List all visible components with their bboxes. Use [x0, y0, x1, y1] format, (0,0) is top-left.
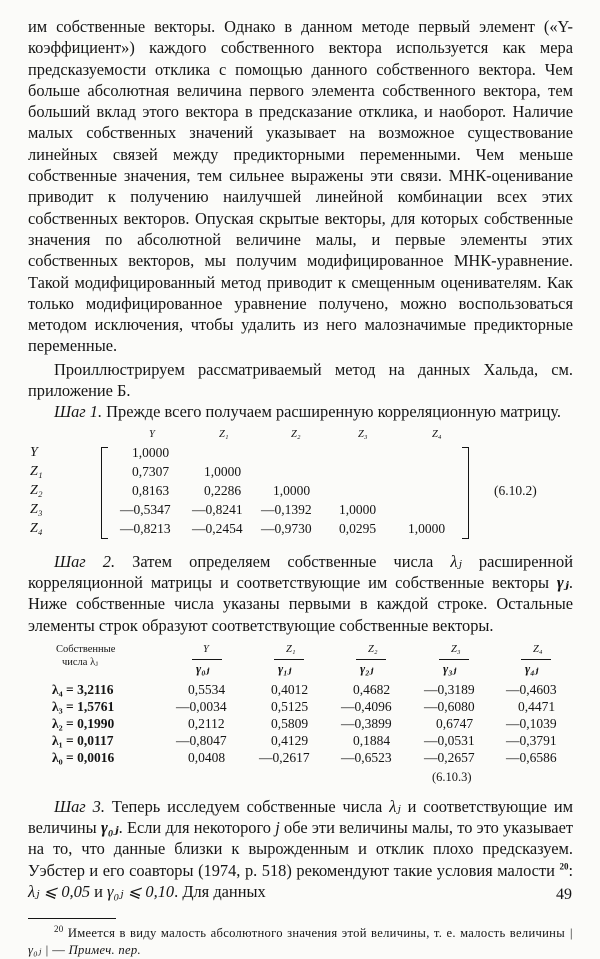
footnote-abs-gamma: | γ₀ⱼ |	[28, 926, 573, 958]
matrix-cell: 0,0295	[339, 520, 377, 536]
eigen-cell: 0,2112	[188, 715, 225, 731]
eigen-col-gamma: γ₁ⱼ	[278, 661, 292, 676]
column-underline	[521, 659, 551, 660]
matrix-cell: 0,7307	[132, 463, 170, 479]
step3-text: обе эти величины малы, то это указывает на то, что данные близки к вырожденным и отклик плохо предсказуем. Уэбстер и его соавторы (1974, р. 518) рекомендуют такие условия малости	[28, 818, 574, 880]
paragraph-intro: им собственные векторы. Однако в данном методе первый элемент («Y-коэффициент») каждого собственного вектора используется как мера предсказуемости отклика с помощью данного собственного вектора. Чем больше абсолютная величина первого элемента собственного вектора, тем больший вклад этого вектора в предсказание отклика, и наоборот. Наличие малых собственных значений указывает на возможное существование линейных связей между предикторными переменными. Чем меньше собственные значения, тем сильнее выражены эти связи. МНК-оценивание приводит к получению наилучшей линейной комбинации всех этих собственных векторов. Опуская скрытые векторы, для которых собственные значения по абсолютной величине малы, и первые элементы этих собственных векторов, мы получим модифицированное МНК-уравнение. Такой модифицированный метод приводит к смещенным оценивателям. Как только модифицированное уравнение получено, можно воспользоваться методом исключения, чтобы удалить из него малозначимые предикторные переменные.	[28, 17, 573, 356]
eigen-cell: —0,6080	[424, 698, 475, 714]
step3-label: Шаг 3.	[54, 796, 105, 816]
matrix-row-label: Z₃	[30, 501, 43, 517]
column-underline	[192, 659, 222, 660]
step1-paragraph	[28, 401, 573, 422]
matrix-cell: —0,9730	[261, 520, 312, 536]
eigen-cell: —0,3189	[424, 681, 475, 697]
step2-text: . Ниже собственные числа указаны первыми в каждой строке. Остальные элементы строк образуют соответствующие собственные векторы.	[28, 572, 573, 635]
paragraph-illustration: Проиллюстрируем рассматриваемый метод на данных Хальда, см. приложение Б.	[28, 359, 573, 401]
translator-note: Примеч. пер.	[68, 943, 141, 958]
eigen-cell: —0,0034	[176, 698, 227, 714]
eigenvalue: λ₀ = 0,0016	[52, 749, 115, 765]
step3-text: Теперь исследуем собственные числа	[104, 796, 390, 816]
eigen-head-line2: числа λⱼ	[62, 656, 98, 668]
matrix-cell: 1,0000	[339, 501, 377, 517]
eigen-cell: 0,4012	[271, 681, 309, 697]
eigen-cell: 0,5809	[271, 715, 309, 731]
matrix-col-header: Y	[149, 428, 155, 440]
matrix-cell: 1,0000	[204, 463, 242, 479]
eigen-cell: —0,6586	[506, 749, 557, 765]
eigen-cell: —0,0531	[424, 732, 475, 748]
eigen-cell: 0,4129	[271, 732, 309, 748]
matrix-cell: 1,0000	[408, 520, 446, 536]
step3-paragraph	[28, 796, 573, 902]
eigen-cell: 0,0408	[188, 749, 226, 765]
matrix-cell: —0,8213	[120, 520, 171, 536]
step1-text: Прежде всего получаем расширенную корреляционную матрицу.	[102, 402, 561, 422]
footnote-divider	[28, 918, 116, 919]
matrix-row-label: Z₂	[30, 482, 43, 498]
eigen-col-gamma: γ₄ⱼ	[525, 661, 539, 676]
matrix-cell: 1,0000	[132, 444, 170, 460]
correlation-matrix	[28, 429, 573, 541]
footnote-text: —	[48, 943, 69, 958]
step3-text: . Если для некоторого	[118, 818, 276, 838]
eigen-table	[28, 643, 573, 784]
matrix-row-label: Y	[30, 444, 38, 460]
step2-text: Затем определяем собственные числа	[115, 551, 451, 571]
matrix-col-header: Z₄	[432, 428, 442, 440]
condition-lambda: λⱼ ⩽ 0,05	[28, 882, 91, 902]
eigen-col-top: Z₂	[368, 643, 378, 655]
matrix-row-label: Z₁	[30, 463, 43, 479]
eigen-cell: 0,4682	[353, 681, 391, 697]
matrix-col-header: Z₃	[358, 428, 368, 440]
eigen-cell: —0,1039	[506, 715, 557, 731]
eigen-col-gamma: γ₃ⱼ	[443, 661, 457, 676]
footnote-ref[interactable]: 20	[559, 861, 569, 872]
eigen-cell: 0,1884	[353, 732, 391, 748]
gamma-symbol: γ₀ⱼ	[100, 818, 119, 838]
matrix-cell: —0,1392	[261, 501, 312, 517]
eigen-col-gamma: γ₀ⱼ	[196, 661, 210, 676]
equation-number: (6.10.2)	[494, 482, 537, 498]
page-number: 49	[556, 886, 572, 903]
matrix-cell: —0,2454	[192, 520, 243, 536]
eigen-col-top: Z₄	[533, 643, 543, 655]
eigen-cell: —0,6523	[341, 749, 392, 765]
step3-text: и	[90, 882, 108, 902]
matrix-cell: —0,5347	[120, 501, 171, 517]
lambda-symbol: λⱼ	[389, 796, 401, 816]
eigen-cell: —0,3899	[341, 715, 392, 731]
eigen-cell: 0,4471	[518, 698, 556, 714]
step2-label: Шаг 2.	[54, 551, 116, 571]
footnote-number: 20	[54, 924, 64, 935]
gamma-symbol: γⱼ	[556, 572, 569, 592]
index-j: j	[275, 818, 280, 838]
eigen-col-top: Y	[203, 643, 209, 655]
condition-gamma: γ₀ⱼ ⩽ 0,10	[107, 882, 175, 902]
step3-text: и соответствующие им величины	[28, 796, 574, 838]
matrix-col-header: Z₂	[291, 428, 301, 440]
eigen-cell: —0,4096	[341, 698, 392, 714]
step2-paragraph	[28, 551, 573, 636]
eigenvalue: λ₁ = 0,0117	[52, 732, 114, 748]
eigen-cell: 0,6747	[436, 715, 474, 731]
column-underline	[274, 659, 304, 660]
matrix-cell: 0,8163	[132, 482, 170, 498]
step3-text: :	[568, 860, 573, 880]
eigenvalue: λ₄ = 3,2116	[52, 681, 114, 697]
footnote	[28, 925, 573, 959]
page-body	[28, 16, 573, 959]
eigenvalue: λ₃ = 1,5761	[52, 698, 115, 714]
column-underline	[356, 659, 386, 660]
eigenvalue: λ₂ = 0,1990	[52, 715, 115, 731]
footnote-text: Имеется в виду малость абсолютного значения этой величины, т. е. малость величины	[63, 926, 570, 941]
eigen-cell: 0,5534	[188, 681, 226, 697]
step3-text: . Для данных	[174, 882, 266, 902]
eigen-col-gamma: γ₂ⱼ	[360, 661, 374, 676]
eigen-cell: 0,5125	[271, 698, 309, 714]
column-underline	[439, 659, 469, 660]
matrix-cell: —0,8241	[192, 501, 243, 517]
matrix-col-header: Z₁	[219, 428, 229, 440]
matrix-cell: 1,0000	[273, 482, 311, 498]
step2-text: расширенной корреляционной матрицы и соответствующие им собственные векторы	[28, 551, 574, 592]
matrix-cell: 0,2286	[204, 482, 242, 498]
eigen-cell: —0,8047	[176, 732, 227, 748]
lambda-symbol: λⱼ	[450, 551, 462, 571]
eigen-cell: —0,3791	[506, 732, 557, 748]
eigen-col-top: Z₁	[286, 643, 296, 655]
matrix-row-label: Z₄	[30, 520, 43, 536]
eigen-cell: —0,2617	[259, 749, 310, 765]
equation-number: (6.10.3)	[432, 769, 472, 784]
matrix-left-bracket	[101, 447, 108, 539]
matrix-right-bracket	[462, 447, 469, 539]
eigen-cell: —0,4603	[506, 681, 557, 697]
step1-label: Шаг 1.	[54, 402, 103, 422]
eigen-cell: —0,2657	[424, 749, 475, 765]
eigen-col-top: Z₃	[451, 643, 461, 655]
eigen-head-line1: Собственные	[56, 643, 116, 655]
